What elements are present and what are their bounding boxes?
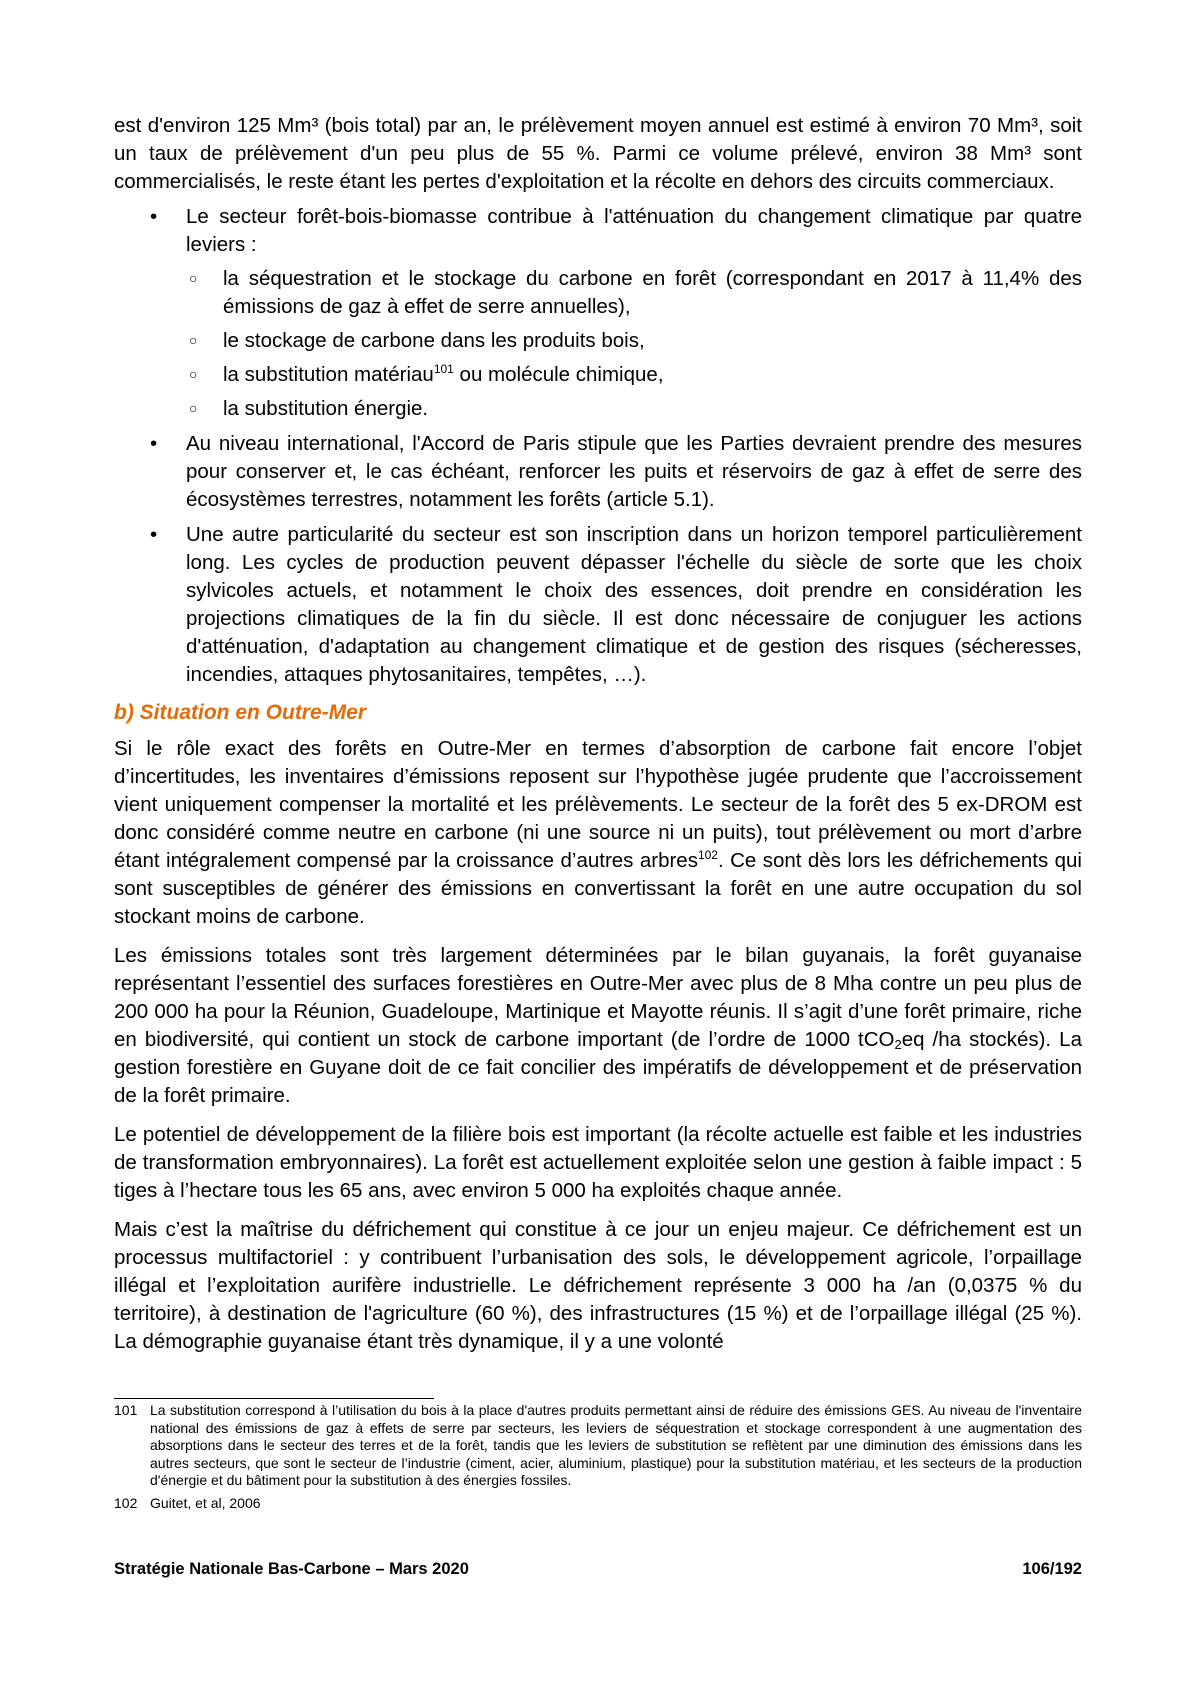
bullet-text: Au niveau international, l'Accord de Paris stipule que les Parties devraient prendre des mesures pour conserver et, le cas échéant, renforcer les puits et réservoirs de gaz à effet de serre des écosystèmes terrestres, notamment les forêts (article 5.1). (186, 432, 1082, 511)
sub-bullet-item (114, 361, 1082, 389)
bullet-item-paris (114, 430, 1082, 514)
footnote-number: 102 (114, 1494, 138, 1511)
bullet-text: Le secteur forêt-bois-biomasse contribue à l'atténuation du changement climatique par quatre leviers : (186, 205, 1082, 256)
main-content (114, 112, 1082, 1356)
footnote-ref-101[interactable]: 101 (433, 362, 454, 376)
section-heading: b) Situation en Outre-Mer (114, 701, 366, 724)
bullet-marker: • (150, 523, 158, 546)
footnote-separator (114, 1398, 434, 1399)
bullet-marker: • (150, 205, 158, 228)
sub-bullet-text: la séquestration et le stockage du carbone en forêt (correspondant en 2017 à 11,4% des émissions de gaz à effet de serre annuelles), (223, 267, 1082, 318)
sub-bullet-marker: ○ (189, 270, 198, 286)
paragraph-filiere-bois: Le potentiel de développement de la filière bois est important (la récolte actuelle est faible et les industries de transformation embryonnaires). La forêt est actuellement exploitée selon une gestion à faible impact : 5 tiges à l’hectare tous les 65 ans, avec environ 5 000 ha exploités chaque année. (114, 1123, 1082, 1202)
footnotes (114, 1402, 1082, 1517)
footnote-text: Guitet, et al, 2006 (150, 1494, 261, 1511)
bullet-item-horizon (114, 521, 1082, 689)
footnote-102 (114, 1495, 1082, 1513)
sub-bullet-text: la substitution énergie. (223, 397, 429, 420)
intro-continuation: est d'environ 125 Mm³ (bois total) par an, le prélèvement moyen annuel est estimé à environ 70 Mm³, soit un taux de prélèvement d'un peu plus de 55 %. Parmi ce volume prélevé, environ 38 Mm³ sont commercialisés, le reste étant les pertes d'exploitation et la récolte en dehors des circuits commerciaux. (114, 114, 1082, 193)
footnote-ref-102[interactable]: 102 (697, 848, 718, 862)
paragraph-text: Si le rôle exact des forêts en Outre-Mer en termes d’absorption de carbone fait encore l’objet d’incertitudes, les inventaires d’émissions reposent sur l’hypothèse jugée prudente que l’accroissement vient uniquement compenser la mortalité et les prélèvements. Le secteur de la forêt des 5 ex-DROM est donc considéré comme neutre en carbone (ni une source ni un puits), tout prélèvement ou mort d’arbre étant intégralement compensé par la croissance d’autres arbres (114, 737, 1082, 872)
paragraph-text: eq /ha stockés). La gestion forestière en Guyane doit de ce fait concilier des impératifs de développement et de préservation de la forêt primaire. (114, 1028, 1082, 1107)
sub-bullet-text-part: la substitution matériau (223, 363, 434, 386)
paragraph-defrichement: Mais c’est la maîtrise du défrichement qui constitue à ce jour un enjeu majeur. Ce défrichement est un processus multifactoriel : y contribuent l’urbanisation des sols, le développement agricole, l’orpaillage illégal et l’exploitation aurifère industrielle. Le défrichement représente 3 000 ha /an (0,0375 % du territoire), à destination de l'agriculture (60 %), des infrastructures (15 %) et de l’orpaillage illégal (25 %). La démographie guyanaise étant très dynamique, il y a une volonté (114, 1218, 1082, 1353)
bullet-item-levers (114, 203, 1082, 259)
sub-bullet-text (223, 361, 1082, 389)
sub-bullet-item (114, 395, 1082, 423)
subscript: 2 (894, 1037, 902, 1052)
footer-page-number: 106/192 (1022, 1560, 1082, 1578)
paragraph-neutrality (114, 735, 1082, 931)
sub-bullet-marker: ○ (189, 366, 198, 382)
sub-bullet-marker: ○ (189, 332, 198, 348)
paragraph-text: Les émissions totales sont très largement déterminées par le bilan guyanais, la forêt guyanaise représentant l’essentiel des surfaces forestières en Outre-Mer avec plus de 8 Mha contre un peu plus de 200 000 ha pour la Réunion, Guadeloupe, Martinique et Mayotte réunis. Il s’agit d’une forêt primaire, riche en biodiversité, qui contient un stock de carbone important (de l’ordre de 1000 tCO (114, 944, 1082, 1051)
footer-document-title: Stratégie Nationale Bas-Carbone – Mars 2020 (114, 1560, 469, 1578)
footnote-text: La substitution correspond à l’utilisation du bois à la place d'autres produits permettant ainsi de réduire des émissions GES. Au niveau de l'inventaire national des émissions de gaz à effets de serre par secteurs, les leviers de séquestration et stockage correspondent à une augmentation des absorptions dans le secteur des terres et de la forêt, tandis que les leviers de substitution se reflètent par une diminution des émissions dans les autres secteurs, que sont le secteur de l’industrie (ciment, acier, aluminium, plastique) pour la substitution matériau, et les secteurs de la production d'énergie et du bâtiment pour la substitution à des énergies fossiles. (150, 1402, 1082, 1488)
bullet-text: Une autre particularité du secteur est son inscription dans un horizon temporel particulièrement long. Les cycles de production peuvent dépasser l'échelle du siècle de sorte que les choix sylvicoles actuels, et notamment le choix des essences, doit prendre en considération les projections climatiques de la fin du siècle. Il est donc nécessaire de conjuguer les actions d'atténuation, d'adaptation au changement climatique et de gestion des risques (sécheresses, incendies, attaques phytosanitaires, tempêtes, …). (186, 523, 1082, 686)
sub-bullet-item (114, 327, 1082, 355)
bullet-marker: • (150, 432, 158, 455)
sub-bullet-text-part: ou molécule chimique, (453, 363, 664, 386)
sub-bullet-text: le stockage de carbone dans les produits bois, (223, 329, 645, 352)
sub-bullet-item (114, 265, 1082, 321)
paragraph-guyane (114, 942, 1082, 1110)
sub-bullet-marker: ○ (189, 400, 198, 416)
footnote-number: 101 (114, 1402, 138, 1418)
paragraph-text: . Ce sont dès lors les défrichements qui sont susceptibles de générer des émissions en convertissant la forêt en une autre occupation du sol stockant moins de carbone. (114, 849, 1082, 928)
footnote-101 (114, 1402, 1082, 1490)
